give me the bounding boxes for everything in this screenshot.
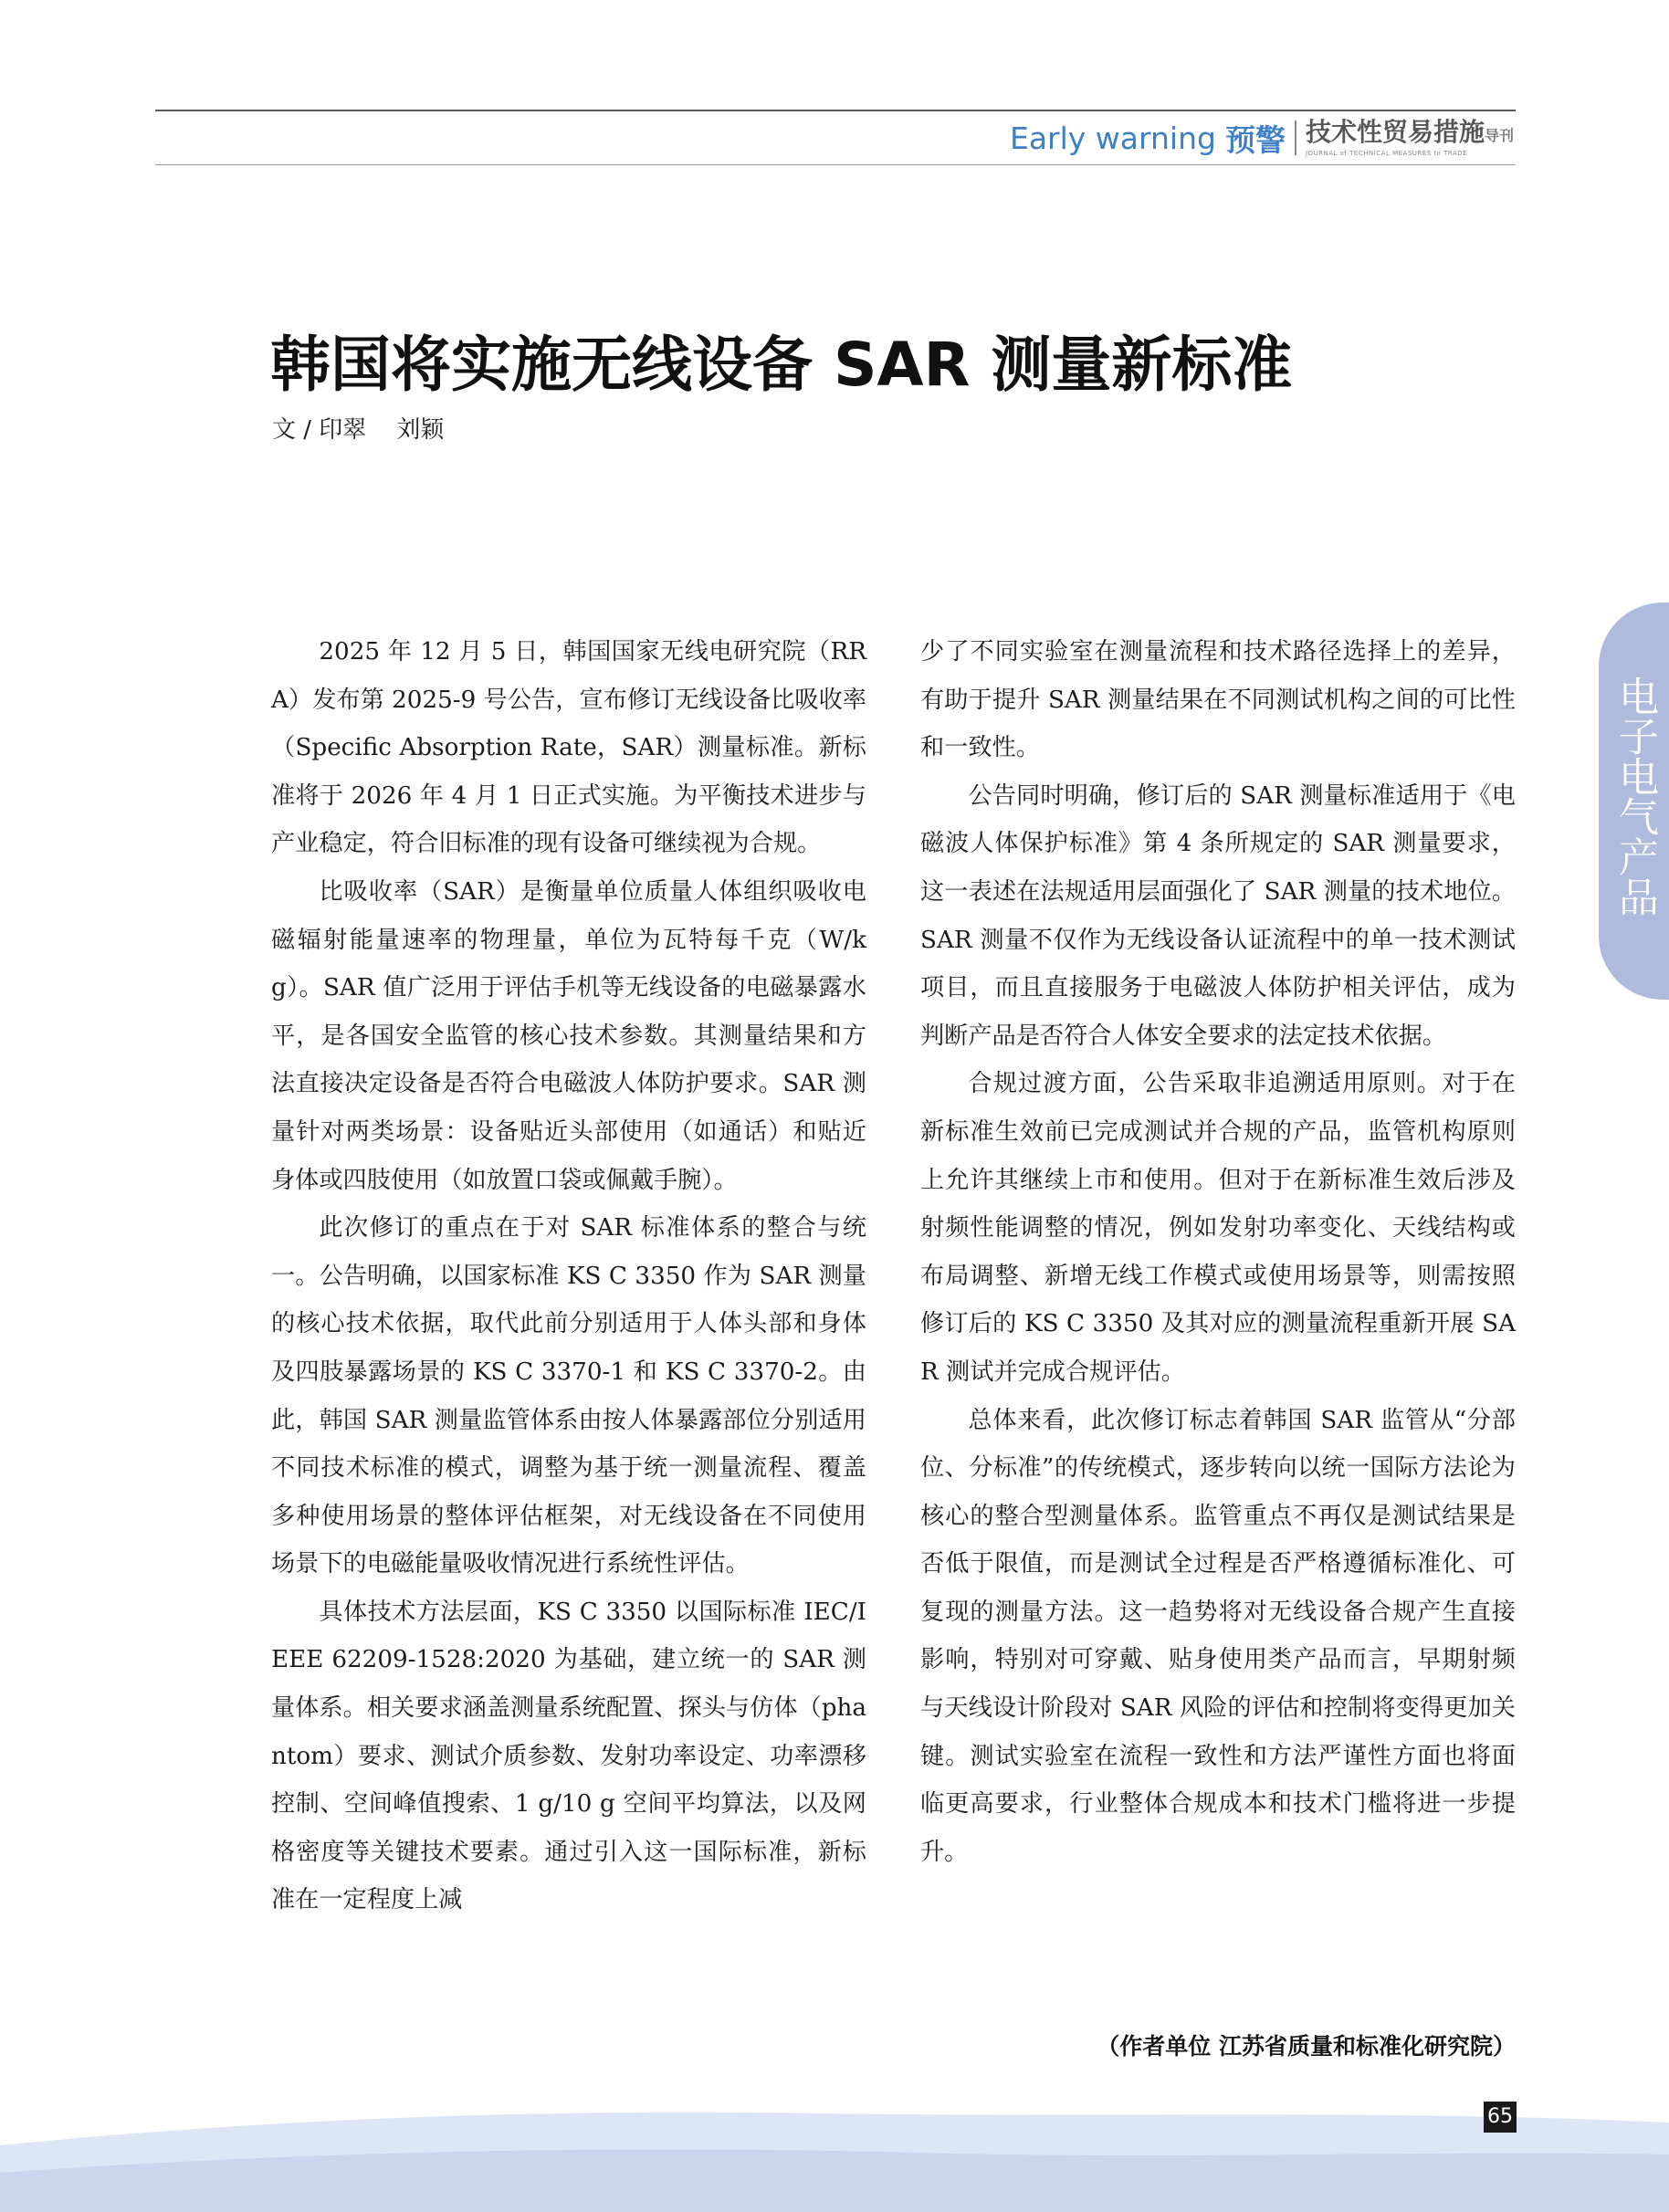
body-paragraph: 公告同时明确，修订后的 SAR 测量标准适用于《电磁波人体保护标准》第 4 条所规定的 SAR 测量要求，这一表述在法规适用层面强化了 SAR 测量的技术地位。SAR 测量不仅作为无线设备认证流程中的单一技术测试项目，而且直接服务于电磁波人体防护相关评估，成为判断产品是否符合人体安全要求的法定技术依据。	[920, 781, 1516, 1050]
header-separator	[1295, 121, 1296, 155]
body-paragraph: 此次修订的重点在于对 SAR 标准体系的整合与统一。公告明确，以国家标准 KS C 3350 作为 SAR 测量的核心技术依据，取代此前分别适用于人体头部和身体及四肢暴露场景的 KS C 3370-1 和 KS C 3370-2。由此，韩国 SAR 测量监管体系由按人体暴露部位分别适用不同技术标准的模式，调整为基于统一测量流程、覆盖多种使用场景的整体评估框架，对无线设备在不同使用场景下的电磁能量吸收情况进行系统性评估。	[271, 1214, 866, 1578]
body-paragraph: 具体技术方法层面，KS C 3350 以国际标准 IEC/IEEE 62209-1528:2020 为基础，建立统一的 SAR 测量体系。相关要求涵盖测量系统配置、探头与仿体（phantom）要求、测试介质参数、发射功率设定、功率漂移控制、空间峰值搜索、1 g/10 g 空间平均算法，以及网格密度等关键技术要素。通过引入这一国际标准，新标准在一定程度上减	[271, 1598, 866, 1914]
running-header	[1010, 117, 1514, 159]
journal-name: 技术性贸易措施导刊	[1305, 117, 1514, 147]
section-label-zh: 预警	[1224, 121, 1286, 158]
header-bottom-rule	[155, 164, 1516, 165]
journal-subtitle: JOURNAL of TECHNICAL MEASURES to TRADE	[1305, 150, 1468, 157]
body-paragraph: 2025 年 12 月 5 日，韩国国家无线电研究院（RRA）发布第 2025-9 号公告，宣布修订无线设备比吸收率（Specific Absorption Rate，SAR）测量标准。新标准将于 2026 年 4 月 1 日正式实施。为平衡技术进步与产业稳定，符合旧标准的现有设备可继续视为合规。	[271, 638, 866, 858]
journal-suffix: 导刊	[1484, 127, 1514, 144]
left-column	[271, 628, 866, 1924]
body-paragraph: 合规过渡方面，公告采取非追溯适用原则。对于在新标准生效前已完成测试并合规的产品，监管机构原则上允许其继续上市和使用。但对于在新标准生效后涉及射频性能调整的情况，例如发射功率变化、天线结构或布局调整、新增无线工作模式或使用场景等，则需按照修订后的 KS C 3350 及其对应的测量流程重新开展 SAR 测试并完成合规评估。	[920, 1070, 1516, 1386]
body-paragraph: 比吸收率（SAR）是衡量单位质量人体组织吸收电磁辐射能量速率的物理量，单位为瓦特每千克（W/kg）。SAR 值广泛用于评估手机等无线设备的电磁暴露水平，是各国安全监管的核心技术参数。其测量结果和方法直接决定设备是否符合电磁波人体防护要求。SAR 测量针对两类场景：设备贴近头部使用（如通话）和贴近身体或四肢使用（如放置口袋或佩戴手腕）。	[271, 877, 866, 1194]
page-number: 65	[1484, 2102, 1517, 2133]
body-paragraph: 总体来看，此次修订标志着韩国 SAR 监管从“分部位、分标准”的传统模式，逐步转向以统一国际方法论为核心的整合型测量体系。监管重点不再仅是测试结果是否低于限值，而是测试全过程是否严格遵循标准化、可复现的测量方法。这一趋势将对无线设备合规产生直接影响，特别对可穿戴、贴身使用类产品而言，早期射频与天线设计阶段对 SAR 风险的评估和控制将变得更加关键。测试实验室在流程一致性和方法严谨性方面也将面临更高要求，行业整体合规成本和技术门槛将进一步提升。	[920, 1406, 1516, 1866]
author-affiliation: （作者单位 江苏省质量和标准化研究院）	[1097, 2033, 1516, 2060]
footer-wave-decoration	[0, 2081, 1669, 2212]
article-title: 韩国将实施无线设备 SAR 测量新标准	[270, 330, 1293, 400]
journal-logo	[1306, 119, 1514, 157]
section-side-tab-label: 电子电气产品	[1611, 676, 1658, 917]
section-label-en: Early warning	[1009, 120, 1216, 156]
right-column	[920, 628, 1516, 1876]
header-top-rule	[155, 110, 1516, 111]
article-byline: 文 / 印翠 刘颖	[272, 416, 445, 444]
body-paragraph-continued: 少了不同实验室在测量流程和技术路径选择上的差异，有助于提升 SAR 测量结果在不同测试机构之间的可比性和一致性。	[920, 638, 1516, 762]
